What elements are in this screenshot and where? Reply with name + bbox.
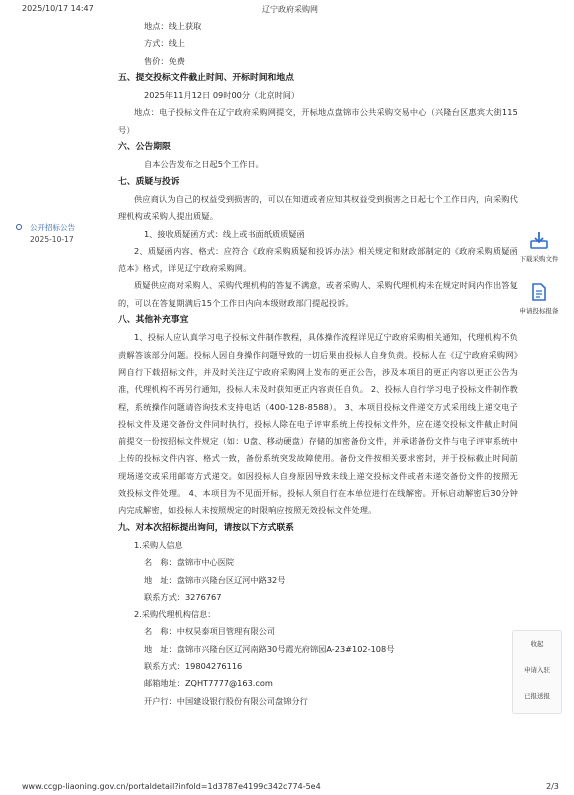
complaint-method: 1、接收质疑函方式：线上或书面纸质质疑函 bbox=[144, 228, 305, 239]
section-9-heading: 九、对本次招标提出询问，请按以下方式联系 bbox=[118, 522, 294, 533]
document-report-icon bbox=[529, 282, 549, 302]
agency-address: 地 址：盘锦市兴隆台区辽河南路30号霞光府锦园A-23#102-108号 bbox=[144, 643, 395, 654]
report-button-label: 申请投标报备 bbox=[519, 307, 559, 315]
price: 售价：免费 bbox=[144, 55, 185, 66]
complaint-format: 2、质疑函内容、格式：应符合《政府采购质疑和投诉办法》相关规定和财政部制定的《政府采购质疑函范本》格式，详见辽宁政府采购网。 bbox=[118, 245, 518, 274]
bid-report-button[interactable] bbox=[511, 282, 567, 315]
notice-period: 自本公告发布之日起5个工作日。 bbox=[144, 159, 264, 170]
complaint-escalation: 质疑供应商对采购人、采购代理机构的答复不满意，或者采购人、采购代理机构未在规定时间内作出答复的，可以在答复期满后15个工作日内向本级财政部门提起投诉。 bbox=[118, 280, 518, 308]
download-icon bbox=[529, 230, 549, 250]
complaint-intro: 供应商认为自己的权益受到损害的，可以在知道或者应知其权益受到损害之日起七个工作日内，向采购代理机构或采购人提出质疑。 bbox=[118, 193, 518, 222]
page-number: 2/3 bbox=[546, 782, 559, 791]
download-button-label: 下载采购文件 bbox=[519, 255, 559, 263]
agency-phone: 联系方式：19804276116 bbox=[144, 660, 243, 671]
supplementary-items: 1、投标人应认真学习电子投标文件制作教程，具体操作流程详见辽宁政府采购相关通知，代理机构不负责解答该部分问题。投标人因自身操作问题导致的一切后果由投标人自身负责。投标人在《辽宁政府采购网》网自行下载招标文件，并及时关注辽宁政府采购网上发布的更正公告，涉及本项目的更正内容以更正公告为准，代理机构不再另行通知，投标人未及时获知更正内容责任自负。 2、投标人自行学习电子投标文件制作教程，系统操作问题请咨询技术支持电话（400-128-8588）。 3、本项目投标文件递交方式采用线上递交电子投标文件及递交备份文件同时执行，投标人除在电子评审系统上传投标文件外，应在递交投标文件截止时间前提交一份按招标文件规定（如：U盘、移动硬盘）存储的加密备份文件，并承诺备份文件与电子评审系统中上传的投标文件内容、格式一致，备份系统突发故障使用。备份文件按相关要求密封，并于投标截止时间前现场递交或采用邮寄方式递交。如因投标人自身原因导致未线上递交投标文件或者未递交备份文件的按照无效投标文件处理。 4、本项目为不见面开标，投标人须自行在本单位进行在线解密。开标启动解密后30分钟内完成解密，如投标人未按照规定的时限响应按照无效投标文件处理。 bbox=[118, 332, 518, 516]
section-8-heading: 八、其他补充事宜 bbox=[118, 315, 189, 326]
purchaser-name: 名 称：盘锦市中心医院 bbox=[144, 557, 235, 568]
agency-bank: 开户行：中国建设银行股份有限公司盘锦分行 bbox=[144, 695, 308, 706]
announcement-date: 2025-10-17 bbox=[30, 235, 74, 244]
apply-entry-button[interactable]: 申请入驻 bbox=[524, 666, 550, 674]
agency-name: 名 称：中权昊泰项目管理有限公司 bbox=[144, 626, 276, 637]
download-procurement-file-button[interactable] bbox=[511, 230, 567, 263]
deadline-time: 2025年11月12日 09时00分（北京时间） bbox=[144, 90, 300, 101]
agency-info-title: 2.采购代理机构信息： bbox=[134, 609, 216, 620]
floating-action-panel bbox=[512, 630, 562, 714]
print-header bbox=[0, 0, 574, 18]
pickup-method: 方式：线上 bbox=[144, 38, 185, 49]
site-title: 辽宁政府采购网 bbox=[262, 5, 318, 14]
announcement-body bbox=[118, 18, 518, 710]
agency-email[interactable]: 邮箱地址：ZQHT7777@163.com bbox=[144, 678, 273, 689]
announcement-type: 公开招标公告 bbox=[30, 223, 75, 232]
print-datetime: 2025/10/17 14:47 bbox=[22, 4, 94, 13]
bid-location: 地点：电子投标文件在辽宁政府采购网提交，开标地点盘锦市公共采购交易中心（兴隆台区惠宾大街115号） bbox=[118, 107, 518, 135]
section-6-heading: 六、公告期限 bbox=[118, 142, 171, 153]
print-footer bbox=[0, 780, 574, 795]
purchaser-address: 地 址：盘锦市兴隆台区辽河中路32号 bbox=[144, 574, 286, 585]
announcement-type-note[interactable] bbox=[30, 222, 75, 246]
page-url[interactable]: www.ccgp-liaoning.gov.cn/portaldetail?infold=1d3787e4199c342c774-5e4 bbox=[22, 782, 321, 791]
submitted-button[interactable]: 已报送报 bbox=[524, 692, 550, 700]
purchaser-phone: 联系方式：3276767 bbox=[144, 591, 222, 602]
collapse-button[interactable]: 收起 bbox=[530, 640, 544, 648]
purchaser-info-title: 1.采购人信息 bbox=[134, 539, 183, 550]
pickup-location: 地点：线上获取 bbox=[144, 21, 202, 31]
section-7-heading: 七、质疑与投诉 bbox=[118, 176, 180, 187]
circle-bullet-icon bbox=[16, 224, 22, 230]
section-5-heading: 五、提交投标文件截止时间、开标时间和地点 bbox=[118, 72, 294, 83]
